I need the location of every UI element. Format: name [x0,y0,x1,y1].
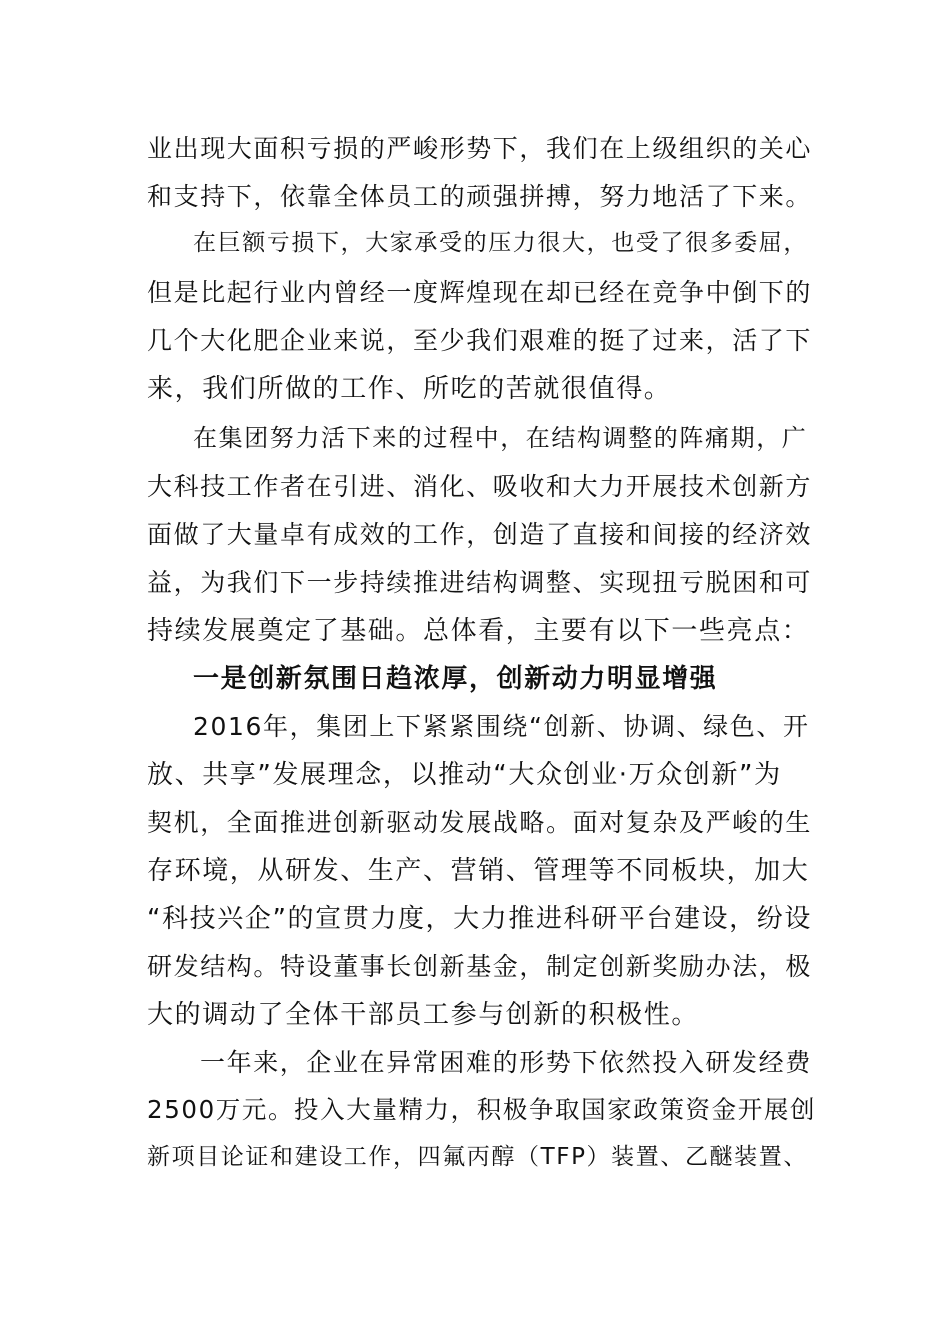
text-line-8: 大科技工作者在引进、消化、吸收和大力开展技术创新方 [147,472,813,501]
text-line-17: “科技兴企”的宣贯力度，大力推进科研平台建设，纷设 [147,904,812,934]
text-line-11: 持续发展奠定了基础。总体看，主要有以下一些亮点： [147,616,810,646]
text-line-22: 新项目论证和建设工作，四氟丙醇（TFP）装置、乙醚装置、 [147,1144,808,1170]
text-line-2: 和支持下，依靠全体员工的顽强拼搏，努力地活了下来。 [147,182,813,211]
text-line-1: 业出现大面积亏损的严峻形势下，我们在上级组织的关心 [147,134,813,163]
paragraph-start-line: 在集团努力活下来的过程中，在结构调整的阵痛期，广 [193,424,808,452]
text-line-6: 来，我们所做的工作、所吃的苦就很值得。 [147,374,672,404]
text-line-5: 几个大化肥企业来说，至少我们艰难的挺了过来，活了下 [147,326,813,355]
text-line-15: 契机，全面推进创新驱动发展战略。面对复杂及严峻的生 [147,808,813,837]
paragraph-start-line: 2016年，集团上下紧紧围绕“创新、协调、绿色、开 [193,712,810,741]
text-line-10: 益，为我们下一步持续推进结构调整、实现扭亏脱困和可 [147,568,813,597]
text-line-16: 存环境，从研发、生产、营销、管理等不同板块，加大 [147,856,810,886]
text-line-14: 放、共享”发展理念，以推动“大众创业·万众创新”为 [147,760,782,790]
text-line-19: 大的调动了全体干部员工参与创新的积极性。 [147,1000,700,1030]
text-line-4: 但是比起行业内曾经一度辉煌现在却已经在竞争中倒下的 [147,278,813,307]
section-heading: 一是创新氛围日趋浓厚，创新动力明显增强 [193,664,718,694]
text-line-18: 研发结构。特设董事长创新基金，制定创新奖励办法，极 [147,952,813,981]
text-line-9: 面做了大量卓有成效的工作，创造了直接和间接的经济效 [147,520,813,549]
text-line-21: 2500万元。投入大量精力，积极争取国家政策资金开展创 [147,1095,817,1124]
paragraph-start-line: 一年来，企业在异常困难的形势下依然投入研发经费 [200,1048,812,1077]
paragraph-start-line: 在巨额亏损下，大家承受的压力很大，也受了很多委屈， [193,230,808,256]
